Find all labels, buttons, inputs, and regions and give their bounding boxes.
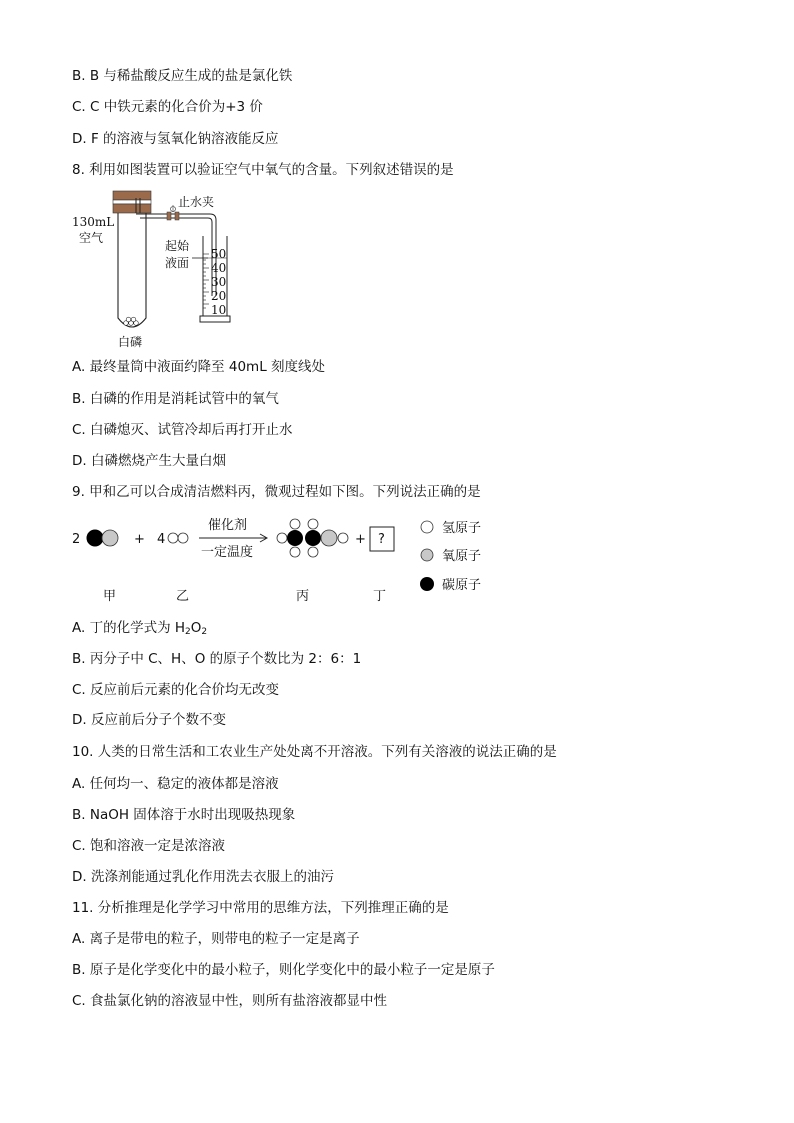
unknown-mark: ? xyxy=(378,532,385,547)
name-ding: 丁 xyxy=(373,589,387,604)
plus-2: + xyxy=(355,532,366,547)
plus-1: + xyxy=(134,532,145,547)
scale-40: 40 xyxy=(211,261,227,275)
q8-option-a: A. 最终量筒中液面约降至 40mL 刻度线处 xyxy=(72,359,326,375)
q8-option-b: B. 白磷的作用是消耗试管中的氧气 xyxy=(72,391,279,407)
name-yi: 乙 xyxy=(176,589,190,604)
clamp-icon xyxy=(167,212,171,220)
legend-carbon: 碳原子 xyxy=(442,578,482,593)
q10-option-b: B. NaOH 固体溶于水时出现吸热现象 xyxy=(72,807,296,823)
oxygen-apparatus-figure xyxy=(70,188,240,348)
q11-option-b: B. 原子是化学变化中的最小粒子，则化学变化中的最小粒子一定是原子 xyxy=(72,962,495,978)
air-label: 空气 xyxy=(79,231,104,245)
q10-option-d: D. 洗涤剂能通过乳化作用洗去衣服上的油污 xyxy=(72,869,334,885)
white-phosphorus xyxy=(124,317,139,325)
legend-hydrogen-icon xyxy=(421,521,433,533)
scale-30: 30 xyxy=(211,275,227,289)
q8-option-d: D. 白磷燃烧产生大量白烟 xyxy=(72,453,226,469)
q10-option-a: A. 任何均一、稳定的液体都是溶液 xyxy=(72,776,279,792)
start-level-label-2: 液面 xyxy=(165,256,190,270)
coef-a: 2 xyxy=(72,532,81,547)
stopper-band xyxy=(113,200,151,204)
legend-hydrogen: 氢原子 xyxy=(442,521,482,536)
cylinder-ticks xyxy=(203,254,209,308)
name-jia: 甲 xyxy=(103,589,117,604)
q9-option-c: C. 反应前后元素的化合价均无改变 xyxy=(72,682,280,698)
carbon-atom xyxy=(87,530,103,546)
stopper-bottom xyxy=(113,204,151,213)
stopper-top xyxy=(113,191,151,200)
question-8-stem: 8. 利用如图装置可以验证空气中氧气的含量。下列叙述错误的是 xyxy=(72,162,454,178)
condition-catalyst: 催化剂 xyxy=(208,518,248,533)
option-d-line: D. F 的溶液与氢氧化钠溶液能反应 xyxy=(72,131,279,147)
option-c-line: C. C 中铁元素的化合价为+3 价 xyxy=(72,99,263,115)
q9-option-b: B. 丙分子中 C、H、O 的原子个数比为 2：6：1 xyxy=(72,651,362,667)
legend-carbon-icon xyxy=(420,577,434,591)
scale-10: 10 xyxy=(211,303,227,317)
scale-20: 20 xyxy=(211,289,227,303)
q9-option-a: A. 丁的化学式为 $H_2O_2$ xyxy=(72,620,208,637)
question-9-stem: 9. 甲和乙可以合成清洁燃料丙，微观过程如下图。下列说法正确的是 xyxy=(72,484,481,500)
scale-50: 50 xyxy=(211,247,227,261)
q8-option-c: C. 白磷熄灭、试管冷却后再打开止水 xyxy=(72,422,293,438)
condition-temperature: 一定温度 xyxy=(201,545,254,560)
test-tube xyxy=(118,213,146,327)
product-molecule xyxy=(277,519,348,557)
option-b-line: B. B 与稀盐酸反应生成的盐是氯化铁 xyxy=(72,68,293,84)
legend-oxygen-icon xyxy=(421,549,433,561)
name-bing: 丙 xyxy=(296,589,310,604)
oxygen-atom xyxy=(102,530,118,546)
q10-option-c: C. 饱和溶液一定是浓溶液 xyxy=(72,838,226,854)
coef-b: 4 xyxy=(157,532,166,547)
hydrogen-atom xyxy=(178,533,188,543)
question-10-stem: 10. 人类的日常生活和工农业生产处处离不开溶液。下列有关溶液的说法正确的是 xyxy=(72,744,557,760)
q9-option-d: D. 反应前后分子个数不变 xyxy=(72,712,226,728)
hydrogen-atom xyxy=(168,533,178,543)
q11-option-c: C. 食盐氯化钠的溶液显中性，则所有盐溶液都显中性 xyxy=(72,993,388,1009)
legend-oxygen: 氧原子 xyxy=(442,549,482,564)
question-11-stem: 11. 分析推理是化学学习中常用的思维方法，下列推理正确的是 xyxy=(72,900,449,916)
phosphorus-label: 白磷 xyxy=(118,335,143,348)
start-level-label-1: 起始 xyxy=(165,239,190,253)
air-volume-label: 130mL xyxy=(72,215,115,229)
reaction-diagram xyxy=(68,510,498,610)
q11-option-a: A. 离子是带电的粒子，则带电的粒子一定是离子 xyxy=(72,931,360,947)
clamp-label: 止水夹 xyxy=(178,195,215,209)
